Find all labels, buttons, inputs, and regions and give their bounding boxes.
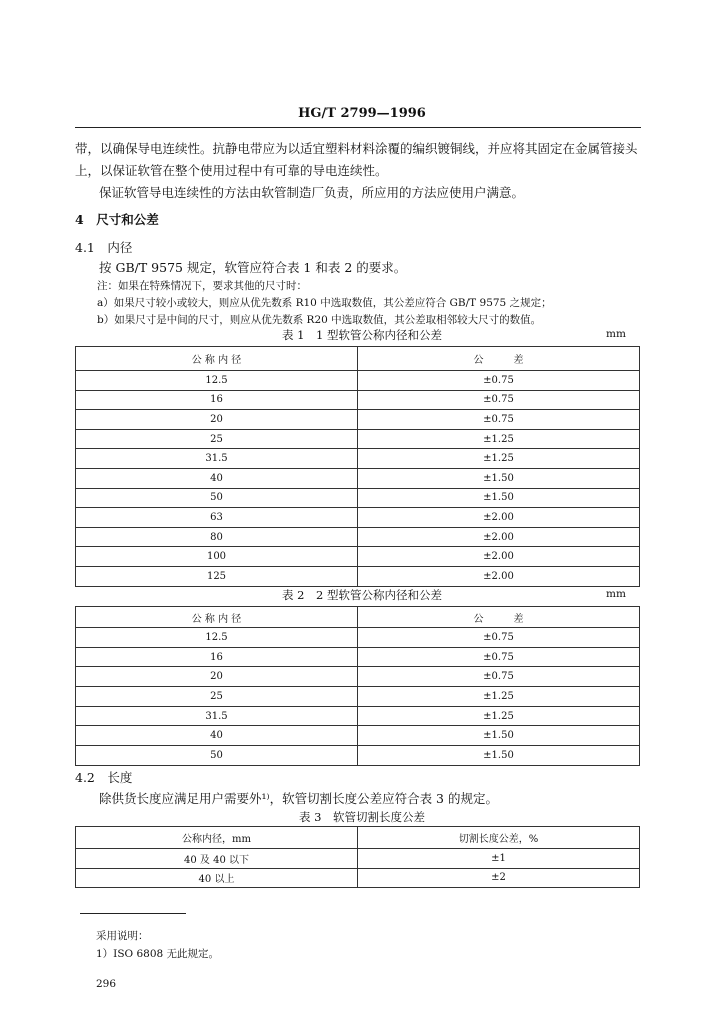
table1 bbox=[75, 346, 640, 587]
table-cell: ±1.50 bbox=[358, 726, 640, 746]
table-cell: ±0.75 bbox=[358, 667, 640, 687]
paragraph: 保证软管导电连续性的方法由软管制造厂负责，所应用的方法应使用户满意。 bbox=[99, 185, 525, 200]
table-header-row bbox=[76, 347, 640, 371]
table-row bbox=[76, 429, 640, 449]
note-item: a）如果尺寸较小或较大，则应从优先数系 R10 中选取数值，其公差应符合 GB/T 9575 之规定； bbox=[97, 297, 552, 309]
table-row bbox=[76, 667, 640, 687]
table3-caption: 表 3 软管切割长度公差 bbox=[299, 810, 425, 824]
table-cell: ±2 bbox=[358, 868, 640, 888]
table-cell: ±1.50 bbox=[358, 746, 640, 766]
table2-unit: mm bbox=[606, 588, 626, 600]
table-row bbox=[76, 449, 640, 469]
table-cell: ±1.50 bbox=[358, 468, 640, 488]
table-cell: 40 及 40 以下 bbox=[76, 849, 358, 869]
table-cell: 50 bbox=[76, 746, 358, 766]
table-row bbox=[76, 488, 640, 508]
table-cell: ±1.25 bbox=[358, 449, 640, 469]
table-row bbox=[76, 849, 640, 869]
table-cell: ±0.75 bbox=[358, 371, 640, 391]
doc-header: HG/T 2799—1996 bbox=[298, 106, 426, 121]
table-row bbox=[76, 726, 640, 746]
footnote: 1）ISO 6808 无此规定。 bbox=[96, 948, 220, 960]
table-cell: 16 bbox=[76, 647, 358, 667]
paragraph: 带，以确保导电连续性。抗静电带应为以适宜塑料材料涂覆的编织镀铜线，并应将其固定在金属管接头 bbox=[75, 141, 638, 156]
table-cell: 40 bbox=[76, 726, 358, 746]
table-cell: 12.5 bbox=[76, 371, 358, 391]
table1-unit: mm bbox=[606, 328, 626, 340]
table-cell: ±1.25 bbox=[358, 706, 640, 726]
table-row bbox=[76, 527, 640, 547]
table-row bbox=[76, 508, 640, 528]
table-cell: 31.5 bbox=[76, 706, 358, 726]
subsection-heading: 4.2 长度 bbox=[75, 770, 133, 785]
table-cell: 50 bbox=[76, 488, 358, 508]
table-row bbox=[76, 706, 640, 726]
table-cell: 40 以上 bbox=[76, 868, 358, 888]
table-cell: ±2.00 bbox=[358, 527, 640, 547]
table-row bbox=[76, 647, 640, 667]
table-row bbox=[76, 868, 640, 888]
table-cell: ±0.75 bbox=[358, 410, 640, 430]
table-cell: 12.5 bbox=[76, 628, 358, 648]
table-cell: 40 bbox=[76, 468, 358, 488]
table3 bbox=[75, 826, 640, 888]
table-cell: 25 bbox=[76, 429, 358, 449]
table-cell: ±0.75 bbox=[358, 390, 640, 410]
table-row bbox=[76, 371, 640, 391]
table-row bbox=[76, 687, 640, 707]
table-cell: ±1.25 bbox=[358, 687, 640, 707]
paragraph: 上，以保证软管在整个使用过程中有可靠的导电连续性。 bbox=[75, 163, 388, 178]
table-cell: 125 bbox=[76, 566, 358, 586]
note-item: b）如果尺寸是中间的尺寸，则应从优先数系 R20 中选取数值，其公差取相邻较大尺寸的数值。 bbox=[97, 314, 542, 326]
table2 bbox=[75, 606, 640, 766]
table-cell: 80 bbox=[76, 527, 358, 547]
paragraph: 按 GB/T 9575 规定，软管应符合表 1 和表 2 的要求。 bbox=[99, 260, 407, 275]
table-header-row bbox=[76, 827, 640, 849]
table-cell: 切割长度公差，% bbox=[358, 827, 640, 849]
paragraph: 除供货长度应满足用户需要外¹⁾，软管切割长度公差应符合表 3 的规定。 bbox=[99, 791, 498, 806]
table-cell: 公 称 内 径 bbox=[76, 607, 358, 628]
note: 注：如果在特殊情况下，要求其他的尺寸时： bbox=[97, 280, 307, 292]
subsection-heading: 4.1 内径 bbox=[75, 240, 133, 255]
table2-caption: 表 2 2 型软管公称内径和公差 bbox=[282, 588, 442, 602]
table-row bbox=[76, 468, 640, 488]
table-row bbox=[76, 628, 640, 648]
table-cell: 20 bbox=[76, 410, 358, 430]
table-cell: ±0.75 bbox=[358, 628, 640, 648]
page-number: 296 bbox=[96, 978, 117, 990]
footnote-rule bbox=[80, 913, 186, 914]
table-cell: 31.5 bbox=[76, 449, 358, 469]
table-cell: ±2.00 bbox=[358, 547, 640, 567]
table-cell: ±2.00 bbox=[358, 508, 640, 528]
footnote-title: 采用说明： bbox=[96, 930, 149, 942]
table-cell: 公称内径，mm bbox=[76, 827, 358, 849]
table-cell: ±1.50 bbox=[358, 488, 640, 508]
table-cell: 公 差 bbox=[358, 347, 640, 371]
header-rule bbox=[75, 127, 641, 128]
table-cell: 100 bbox=[76, 547, 358, 567]
table-cell: ±2.00 bbox=[358, 566, 640, 586]
table-row bbox=[76, 410, 640, 430]
table-cell: ±0.75 bbox=[358, 647, 640, 667]
table-row bbox=[76, 746, 640, 766]
table-cell: 20 bbox=[76, 667, 358, 687]
table-cell: 16 bbox=[76, 390, 358, 410]
table-row bbox=[76, 566, 640, 586]
table-row bbox=[76, 547, 640, 567]
table-header-row bbox=[76, 607, 640, 628]
table1-caption: 表 1 1 型软管公称内径和公差 bbox=[282, 328, 442, 342]
table-cell: 63 bbox=[76, 508, 358, 528]
table-cell: 25 bbox=[76, 687, 358, 707]
table-cell: ±1 bbox=[358, 849, 640, 869]
table-cell: ±1.25 bbox=[358, 429, 640, 449]
section-heading: 4 尺寸和公差 bbox=[75, 212, 159, 227]
table-cell: 公 差 bbox=[358, 607, 640, 628]
table-row bbox=[76, 390, 640, 410]
table-cell: 公 称 内 径 bbox=[76, 347, 358, 371]
